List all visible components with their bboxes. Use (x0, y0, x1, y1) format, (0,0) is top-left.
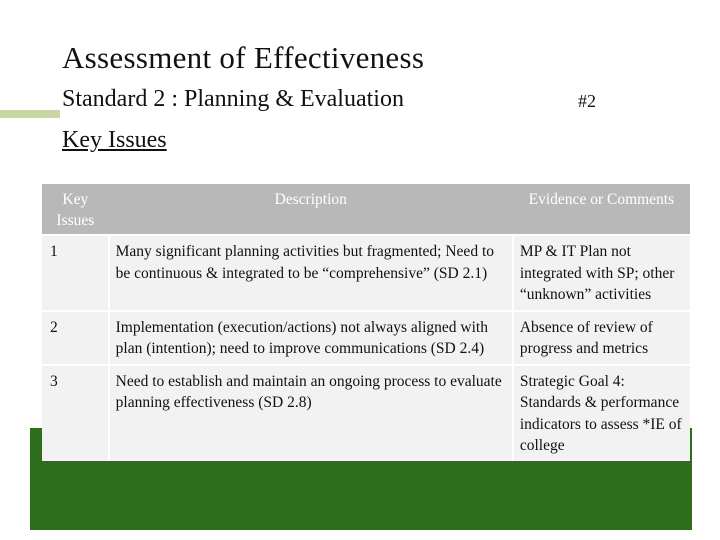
table-row (42, 235, 690, 311)
table-row (42, 365, 690, 461)
section-heading: Key Issues (62, 127, 167, 153)
row-key: 1 (42, 235, 109, 311)
header-evidence: Evidence or Comments (513, 184, 690, 235)
row-evidence: MP & IT Plan not integrated with SP; other “unknown” activities (513, 235, 690, 311)
table-header-row (42, 184, 690, 235)
row-description: Many significant planning activities but fragmented; Need to be continuous & integrated to be “comprehensive” (SD 2.1) (109, 235, 513, 311)
header-description: Description (109, 184, 513, 235)
row-key: 3 (42, 365, 109, 461)
row-evidence: Absence of review of progress and metrics (513, 311, 690, 365)
slide-number: #2 (578, 91, 596, 111)
table-row (42, 311, 690, 365)
row-description: Implementation (execution/actions) not always aligned with plan (intention); need to improve communications (SD 2.4) (109, 311, 513, 365)
accent-bar (0, 110, 60, 118)
slide-title: Assessment of Effectiveness (62, 40, 425, 75)
row-evidence: Strategic Goal 4: Standards & performance indicators to assess *IE of college (513, 365, 690, 461)
header-key-issues: Key Issues (42, 184, 109, 235)
row-description: Need to establish and maintain an ongoing process to evaluate planning effectiveness (SD 2.8) (109, 365, 513, 461)
row-key: 2 (42, 311, 109, 365)
slide-subtitle: Standard 2 : Planning & Evaluation (62, 86, 404, 112)
key-issues-table (42, 184, 690, 461)
